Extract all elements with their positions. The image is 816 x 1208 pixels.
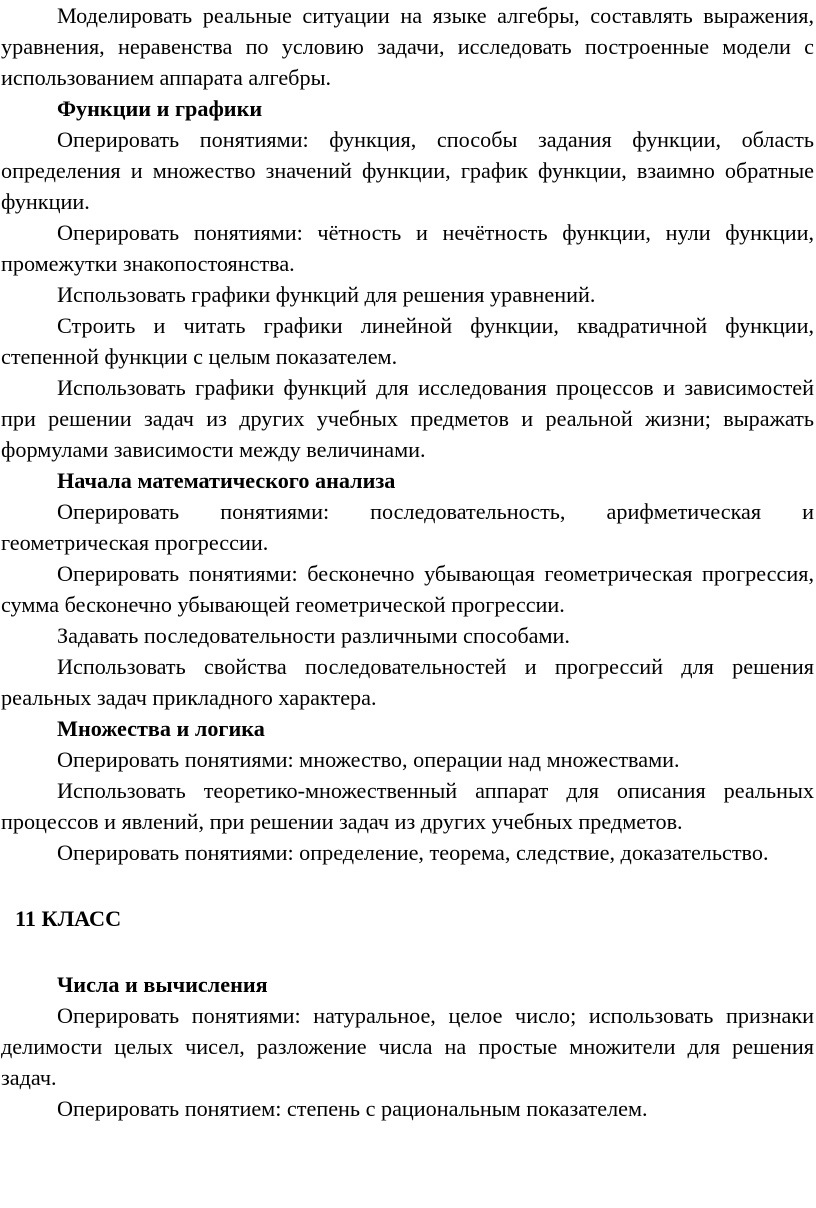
section-heading: Множества и логика <box>57 716 265 741</box>
paragraph: Оперировать понятием: степень с рациональным показателем. <box>57 1096 648 1121</box>
grade-heading: 11 КЛАСС <box>15 906 122 931</box>
paragraph: Задавать последовательности различными способами. <box>57 623 570 648</box>
section-heading: Функции и графики <box>57 96 263 121</box>
paragraph: Использовать графики функций для исследования процессов и зависимостей при решении задач из других учебных предметов и реальной жизни; выражать формулами зависимости между величинами. <box>1 375 814 462</box>
paragraph: Строить и читать графики линейной функции, квадратичной функции, степенной функции с целым показателем. <box>1 313 814 369</box>
spacer <box>1 934 814 969</box>
paragraph: Использовать теоретико-множественный аппарат для описания реальных процессов и явлений, при решении задач из других учебных предметов. <box>1 778 814 834</box>
section-heading: Числа и вычисления <box>57 972 268 997</box>
section-heading: Начала математического анализа <box>57 468 396 493</box>
paragraph: Оперировать понятиями: функция, способы задания функции, область определения и множество значений функции, график функции, взаимно обратные функции. <box>1 127 814 214</box>
paragraph: Оперировать понятиями: последовательность, арифметическая и геометрическая прогрессии. <box>1 499 814 555</box>
paragraph: Оперировать понятиями: бесконечно убывающая геометрическая прогрессия, сумма бесконечно убывающей геометрической прогрессии. <box>1 561 814 617</box>
paragraph: Использовать свойства последовательностей и прогрессий для решения реальных задач прикладного характера. <box>1 654 814 710</box>
paragraph: Моделировать реальные ситуации на языке алгебры, составлять выражения, уравнения, неравенства по условию задачи, исследовать построенные модели с использованием аппарата алгебры. <box>1 3 814 90</box>
paragraph: Оперировать понятиями: множество, операции над множествами. <box>57 747 680 772</box>
section-numbers <box>1 969 814 1124</box>
section-calculus <box>1 465 814 713</box>
paragraph: Оперировать понятиями: определение, теорема, следствие, доказательство. <box>57 840 769 865</box>
paragraph: Оперировать понятиями: чётность и нечётность функции, нули функции, промежутки знакопостоянства. <box>1 220 814 276</box>
spacer <box>1 868 814 903</box>
paragraph: Оперировать понятиями: натуральное, целое число; использовать признаки делимости целых чисел, разложение числа на простые множители для решения задач. <box>1 1003 814 1090</box>
section-sets-logic <box>1 713 814 868</box>
paragraph: Использовать графики функций для решения уравнений. <box>57 282 596 307</box>
section-functions <box>1 93 814 465</box>
